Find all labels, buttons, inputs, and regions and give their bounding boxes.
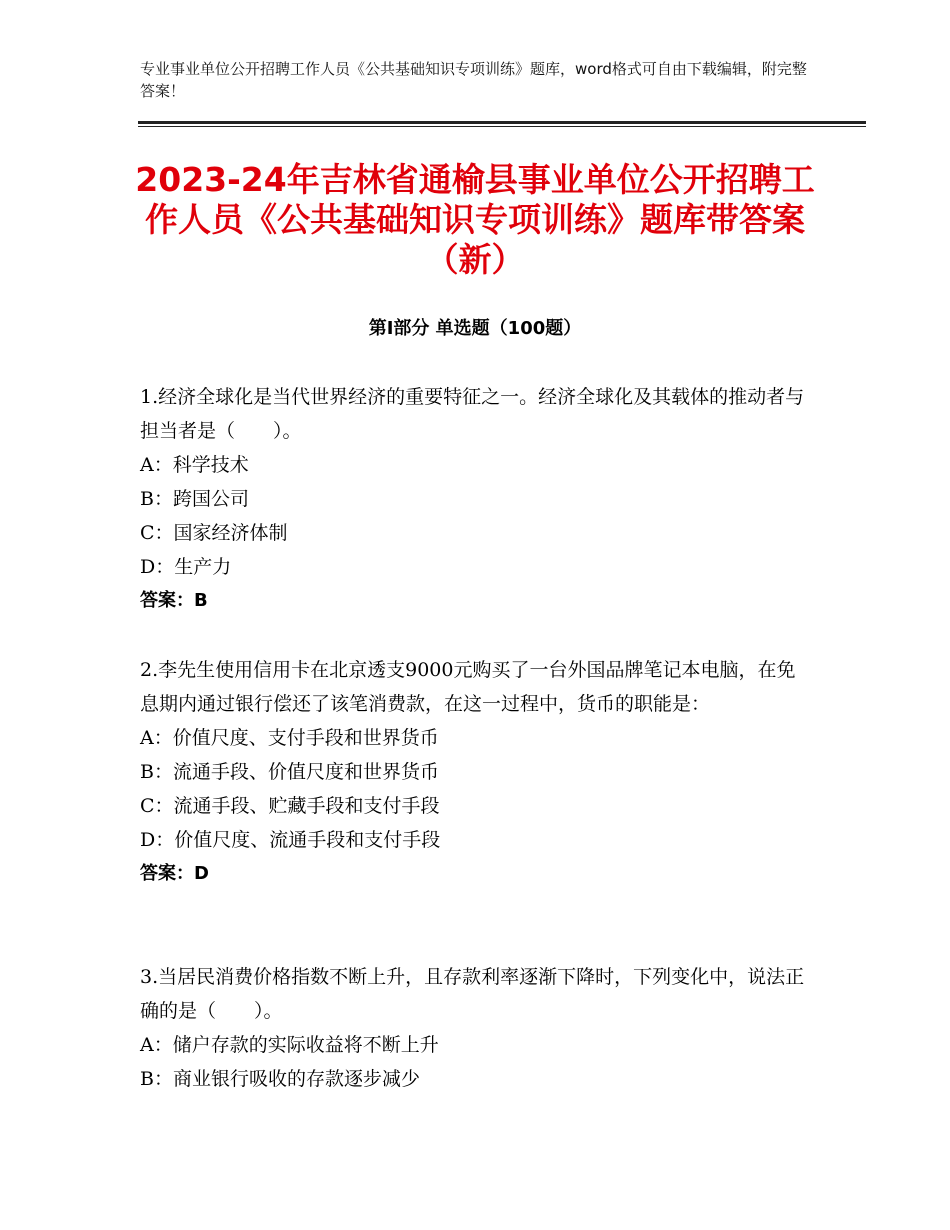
option-d: D：生产力 xyxy=(140,556,232,578)
option-a: A：储户存款的实际收益将不断上升 xyxy=(140,1034,439,1056)
option-a: A：价值尺度、支付手段和世界货币 xyxy=(140,727,439,749)
question-text: 1.经济全球化是当代世界经济的重要特征之一。经济全球化及其载体的推动者与担当者是（ ）。 xyxy=(140,386,805,442)
question-3 xyxy=(140,960,810,1096)
option-b: B：跨国公司 xyxy=(140,488,249,510)
option-d: D：价值尺度、流通手段和支付手段 xyxy=(140,829,441,851)
option-a: A：科学技术 xyxy=(140,454,249,476)
question-text: 3.当居民消费价格指数不断上升，且存款利率逐渐下降时，下列变化中，说法正确的是（ ）。 xyxy=(140,966,805,1022)
document-title: 2023-24年吉林省通榆县事业单位公开招聘工作人员《公共基础知识专项训练》题库带答案（新） xyxy=(135,160,815,279)
option-b: B：商业银行吸收的存款逐步减少 xyxy=(140,1068,420,1090)
section-title: 第Ⅰ部分 单选题（100题） xyxy=(368,318,582,339)
question-1 xyxy=(140,380,810,618)
option-c: C：国家经济体制 xyxy=(140,522,288,544)
answer: 答案：D xyxy=(140,863,209,884)
option-c: C：流通手段、贮藏手段和支付手段 xyxy=(140,795,440,817)
header-note: 专业事业单位公开招聘工作人员《公共基础知识专项训练》题库，word格式可自由下载编辑，附完整答案！ xyxy=(140,60,807,100)
option-b: B：流通手段、价值尺度和世界货币 xyxy=(140,761,439,783)
question-text: 2.李先生使用信用卡在北京透支9000元购买了一台外国品牌笔记本电脑，在免息期内通过银行偿还了该笔消费款，在这一过程中，货币的职能是： xyxy=(140,659,796,715)
question-2 xyxy=(140,653,810,891)
header-divider xyxy=(138,121,866,127)
answer: 答案：B xyxy=(140,590,208,611)
